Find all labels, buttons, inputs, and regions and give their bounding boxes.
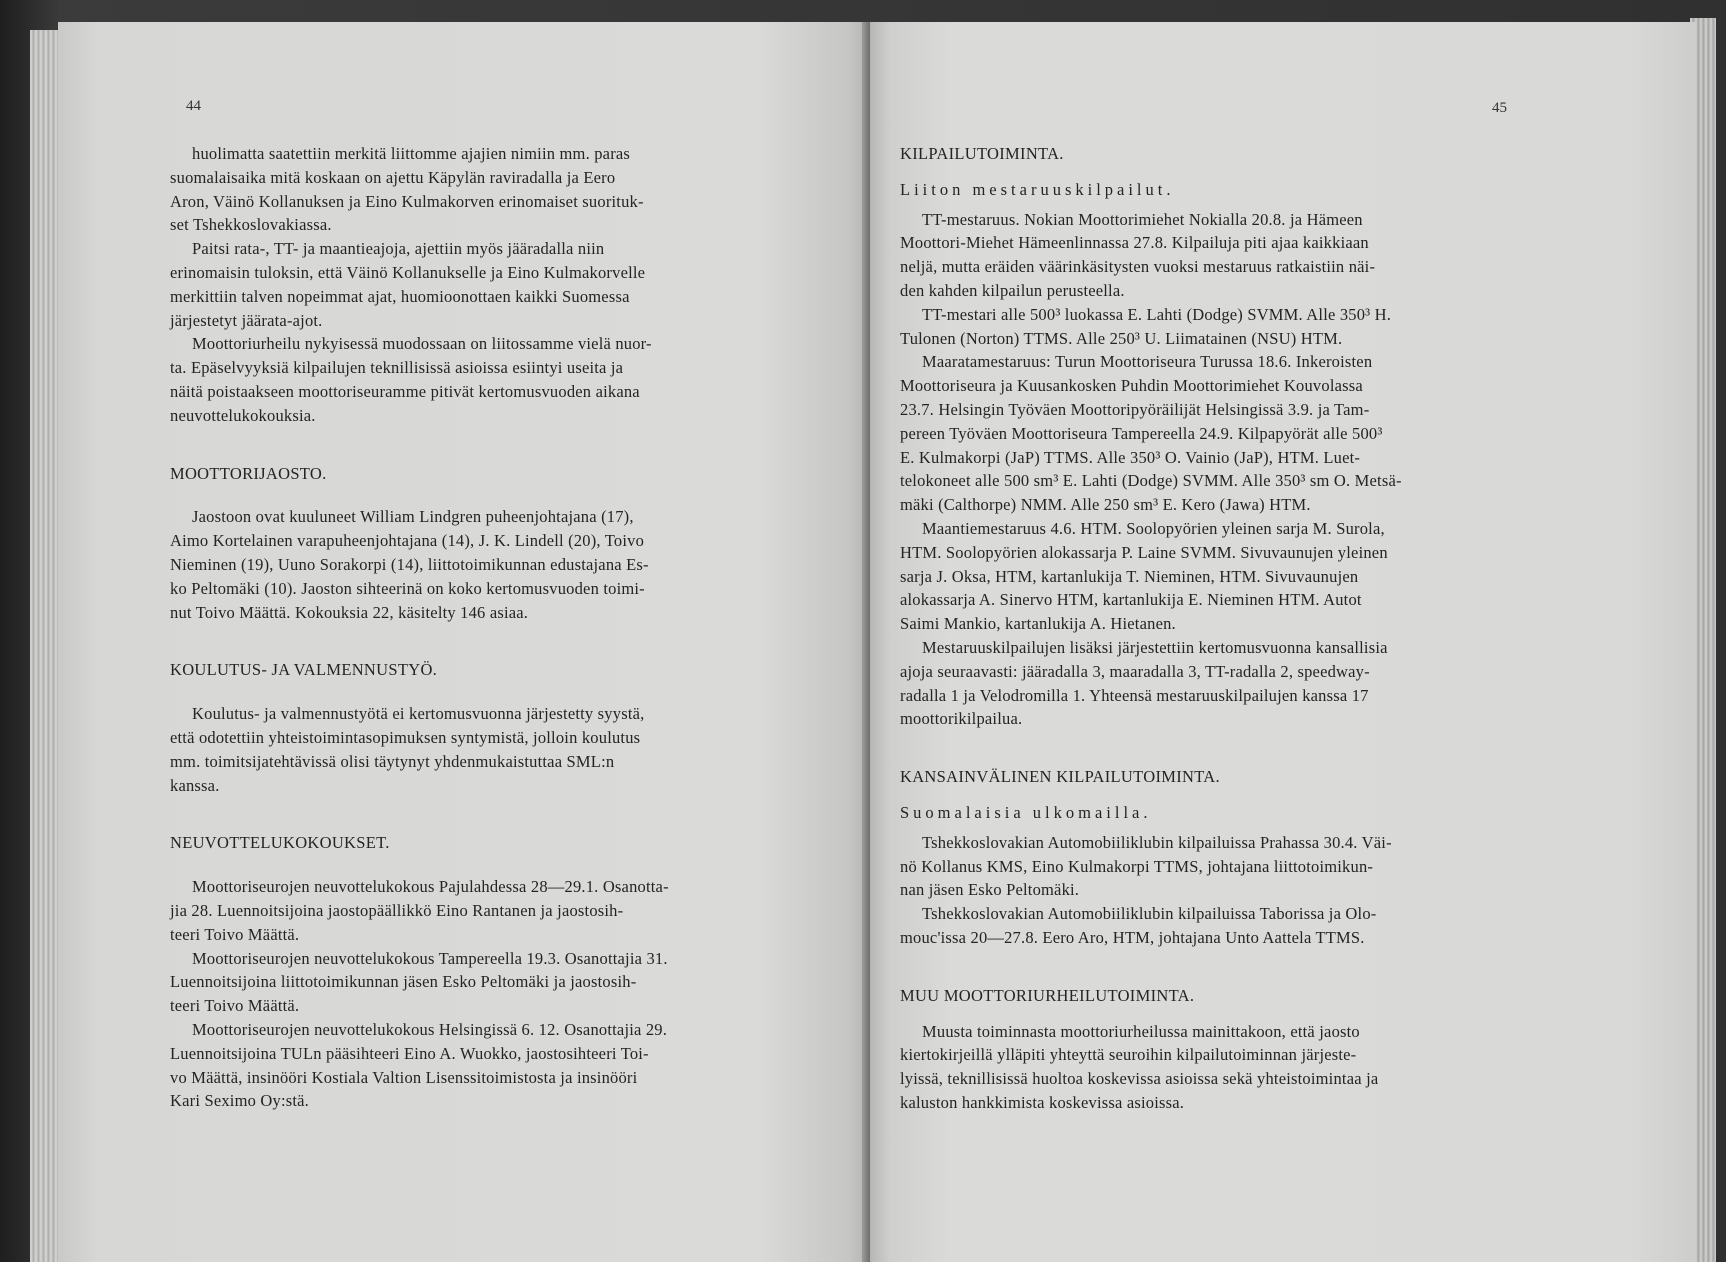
- text-line: kaluston hankkimista koskevissa asioissa.: [900, 1092, 1185, 1112]
- text-line: Kari Seximo Oy:stä.: [170, 1091, 309, 1111]
- text-line: Maantiemestaruus 4.6. HTM. Soolopyörien yleinen sarja M. Surola,: [922, 518, 1385, 538]
- page-number-right: 45: [1492, 100, 1507, 116]
- text-line: Luennoitsijoina liittotoimikunnan jäsen Esko Peltomäki ja jaostosih-: [170, 972, 637, 992]
- section-heading: MOOTTORIJAOSTO.: [170, 463, 327, 483]
- section-heading: KANSAINVÄLINEN KILPAILUTOIMINTA.: [900, 767, 1220, 787]
- text-line: sarja J. Oksa, HTM, kartanlukija T. Nieminen, HTM. Sivuvaunujen: [900, 566, 1359, 586]
- text-line: että odotettiin yhteistoimintasopimuksen syntymistä, jolloin koulutus: [170, 727, 641, 747]
- page-number-left: 44: [186, 98, 201, 114]
- right-page-text: [900, 142, 1508, 1115]
- page-stack-edge-left: [30, 30, 60, 1262]
- text-line: E. Kulmakorpi (JaP) TTMS. Alle 350³ O. Vainio (JaP), HTM. Luet-: [900, 447, 1361, 467]
- text-line: Mestaruuskilpailujen lisäksi järjestettiin kertomusvuonna kansallisia: [922, 637, 1388, 657]
- text-line: jia 28. Luennoitsijoina jaostopäällikkö Eino Rantanen ja jaostosih-: [170, 900, 624, 920]
- text-line: Paitsi rata-, TT- ja maantieajoja, ajettiin myös jääradalla niin: [192, 239, 605, 259]
- text-line: Moottoriseura ja Kuusankosken Puhdin Moottorimiehet Kouvolassa: [900, 376, 1363, 396]
- text-line: kiertokirjeillä ylläpiti yhteyttä seuroihin kilpailutoiminnan järjeste-: [900, 1045, 1357, 1065]
- text-line: set Tshekkoslovakiassa.: [170, 215, 332, 235]
- text-line: Jaostoon ovat kuuluneet William Lindgren puheenjohtajana (17),: [192, 507, 634, 527]
- text-line: nut Toivo Määttä. Kokouksia 22, käsitelty 146 asiaa.: [170, 602, 529, 622]
- text-line: alokassarja A. Sinervo HTM, kartanlukija E. Nieminen HTM. Autot: [900, 590, 1362, 610]
- text-line: huolimatta saatettiin merkitä liittomme ajajien nimiin mm. paras: [192, 144, 631, 163]
- paragraph: [900, 902, 1508, 950]
- paragraph: [170, 947, 774, 1018]
- text-line: Luennoitsijoina TULn pääsihteeri Eino A. Wuokko, jaostosihteeri Toi-: [170, 1043, 649, 1063]
- section-heading: NEUVOTTELUKOKOUKSET.: [170, 833, 390, 853]
- text-line: Saimi Mankio, kartanlukija A. Hietanen.: [900, 614, 1176, 634]
- paragraph: [900, 303, 1508, 351]
- text-line: mm. toimitsijatehtävissä olisi täytynyt yhdenmukaistuttaa SML:n: [170, 751, 615, 771]
- text-line: Tshekkoslovakian Automobiiliklubin kilpailuissa Prahassa 30.4. Väi-: [922, 832, 1392, 852]
- text-line: teeri Toivo Määttä.: [170, 996, 300, 1016]
- text-line: Muusta toiminnasta moottoriurheilussa mainittakoon, että jaosto: [922, 1021, 1360, 1041]
- text-line: neuvottelukokouksia.: [170, 405, 316, 425]
- paragraph: [170, 1018, 774, 1113]
- text-line: Aimo Kortelainen varapuheenjohtajana (14), J. K. Lindell (20), Toivo: [170, 531, 645, 551]
- paragraph: [170, 505, 774, 624]
- subsection-heading: Liiton mestaruuskilpailut.: [900, 179, 1175, 199]
- text-line: ajoja seuraavasti: jääradalla 3, maaradalla 3, TT-radalla 2, speedway-: [900, 661, 1370, 681]
- text-line: TT-mestaruus. Nokian Moottorimiehet Nokialla 20.8. ja Hämeen: [922, 209, 1363, 229]
- paragraph: [900, 636, 1508, 731]
- paragraph: [900, 517, 1508, 636]
- text-line: Maaratamestaruus: Turun Moottoriseura Turussa 18.6. Inkeroisten: [922, 352, 1373, 372]
- text-line: teeri Toivo Määttä.: [170, 924, 300, 944]
- paragraph: [900, 831, 1508, 902]
- text-line: ta. Epäselvyyksiä kilpailujen teknillisissä asioissa esiintyi useita ja: [170, 358, 624, 378]
- text-line: nö Kollanus KMS, Eino Kulmakorpi TTMS, johtajana liittotoimikun-: [900, 856, 1374, 876]
- text-line: den kahden kilpailun perusteella.: [900, 280, 1125, 300]
- text-line: 23.7. Helsingin Työväen Moottoripyöräilijät Helsingissä 3.9. ja Tam-: [900, 399, 1370, 419]
- text-line: Nieminen (19), Uuno Sorakorpi (14), liittotoimikunnan edustajana Es-: [170, 554, 649, 574]
- left-page: [58, 22, 870, 1262]
- text-line: pereen Työväen Moottoriseura Tampereella 24.9. Kilpapyörät alle 500³: [900, 423, 1383, 443]
- paragraph: [170, 237, 774, 332]
- text-line: Tshekkoslovakian Automobiiliklubin kilpailuissa Taborissa ja Olo-: [922, 904, 1377, 924]
- text-line: Koulutus- ja valmennustyötä ei kertomusvuonna järjestetty syystä,: [192, 704, 645, 724]
- text-line: vo Määttä, insinööri Kostiala Valtion Lisenssitoimistosta ja insinööri: [170, 1067, 638, 1087]
- section-heading: KOULUTUS- JA VALMENNUSTYÖ.: [170, 660, 438, 680]
- text-line: Moottori-Miehet Hämeenlinnassa 27.8. Kilpailuja piti ajaa kaikkiaan: [900, 233, 1369, 253]
- text-line: merkittiin talven nopeimmat ajat, huomioonottaen kaikki Suomessa: [170, 286, 630, 306]
- section-heading: KILPAILUTOIMINTA.: [900, 144, 1064, 163]
- text-line: nan jäsen Esko Peltomäki.: [900, 880, 1080, 900]
- left-page-text: [170, 142, 774, 1113]
- subsection-heading: Suomalaisia ulkomailla.: [900, 802, 1152, 822]
- text-line: erinomaisin tuloksin, että Väinö Kollanukselle ja Eino Kulmakorvelle: [170, 262, 646, 282]
- text-line: Moottoriseurojen neuvottelukokous Pajulahdessa 28—29.1. Osanotta-: [192, 877, 669, 897]
- paragraph: [170, 875, 774, 946]
- text-line: neljä, mutta eräiden väärinkäsitysten vuoksi mestaruus ratkaistiin näi-: [900, 257, 1376, 277]
- text-line: Aron, Väinö Kollanuksen ja Eino Kulmakorven erinomaiset suorituk-: [170, 191, 644, 211]
- text-line: kanssa.: [170, 775, 220, 795]
- text-line: ko Peltomäki (10). Jaoston sihteerinä on koko kertomusvuoden toimi-: [170, 578, 645, 598]
- paragraph: [900, 350, 1508, 517]
- paragraph: [170, 702, 774, 797]
- paragraph: [900, 1020, 1508, 1115]
- text-line: järjestetyt jäärata-ajot.: [170, 310, 323, 330]
- text-line: Moottoriseurojen neuvottelukokous Helsingissä 6. 12. Osanottajia 29.: [192, 1019, 668, 1039]
- text-line: Tulonen (Norton) TTMS. Alle 250³ U. Liimatainen (NSU) HTM.: [900, 328, 1343, 348]
- paragraph: [170, 332, 774, 427]
- paragraph: [170, 142, 774, 237]
- text-line: mäki (Calthorpe) NMM. Alle 250 sm³ E. Kero (Jawa) HTM.: [900, 495, 1311, 515]
- text-line: telokoneet alle 500 sm³ E. Lahti (Dodge) SVMM. Alle 350³ sm O. Metsä-: [900, 471, 1402, 491]
- text-line: suomalaisaika mitä koskaan on ajettu Käpylän raviradalla ja Eero: [170, 167, 616, 187]
- text-line: Moottoriseurojen neuvottelukokous Tampereella 19.3. Osanottajia 31.: [192, 948, 668, 968]
- text-line: lyissä, teknillisissä huoltoa koskevissa asioissa sekä yhteistoimintaa ja: [900, 1069, 1379, 1089]
- right-page: [870, 22, 1696, 1262]
- text-line: Moottoriurheilu nykyisessä muodossaan on liitossamme vielä nuor-: [192, 334, 652, 354]
- text-line: radalla 1 ja Velodromilla 1. Yhteensä mestaruuskilpailujen kanssa 17: [900, 685, 1369, 705]
- text-line: TT-mestari alle 500³ luokassa E. Lahti (Dodge) SVMM. Alle 350³ H.: [922, 304, 1392, 324]
- text-line: mouc'issa 20—27.8. Eero Aro, HTM, johtajana Unto Aattela TTMS.: [900, 927, 1365, 947]
- text-line: näitä poistaakseen moottoriseuramme pitivät kertomusvuoden aikana: [170, 381, 640, 401]
- text-line: HTM. Soolopyörien alokassarja P. Laine SVMM. Sivuvaunujen yleinen: [900, 542, 1388, 562]
- paragraph: [900, 208, 1508, 303]
- section-heading: MUU MOOTTORIURHEILUTOIMINTA.: [900, 985, 1195, 1005]
- text-line: moottorikilpailua.: [900, 709, 1023, 729]
